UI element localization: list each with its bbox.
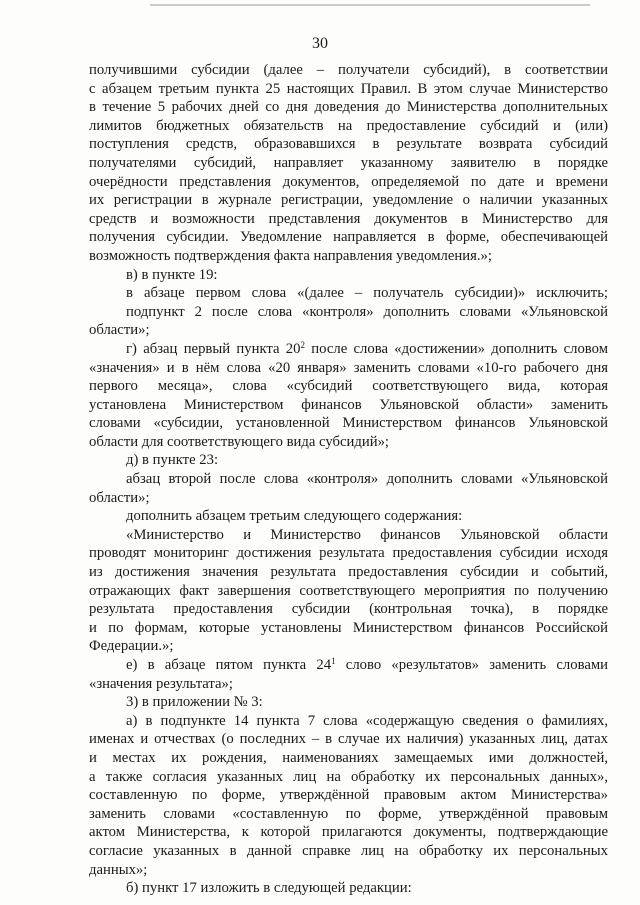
text-line-content: средств и возможности представления документов в Министерство для	[89, 210, 608, 227]
text-line-content: Федерации.»;	[89, 638, 174, 655]
text-line-content: б) пункт 17 изложить в следующей редакции:	[126, 880, 412, 897]
text-line-content: а также согласия указанных лиц на обработку их персональных данных»,	[89, 768, 608, 785]
text-line	[89, 303, 608, 322]
text-line-content: получившими субсидии (далее – получатели субсидий), в соответствии	[89, 62, 608, 78]
text-line-content: именах и отчествах (о последних – в случае их наличия) указанных лиц, датах	[89, 731, 608, 748]
text-line	[89, 451, 608, 470]
text-line-content: 3) в приложении № 3:	[126, 694, 263, 711]
text-line-content: установлена Министерством финансов Ульяновской области» заменить	[89, 396, 608, 413]
superscript-number: 2	[300, 339, 305, 350]
text-line	[89, 563, 608, 582]
text-line	[89, 173, 608, 192]
text-line	[89, 396, 608, 415]
text-line-content: г) абзац первый пункта 20	[126, 340, 301, 357]
text-line	[89, 712, 608, 731]
text-line	[89, 600, 608, 619]
text-line	[89, 117, 608, 136]
text-line-content: поступления средств, образовавшихся в результате возврата субсидий	[89, 136, 608, 153]
text-line	[89, 749, 608, 768]
text-line	[89, 154, 608, 173]
text-line	[89, 842, 608, 861]
text-line-content: первого месяца», слова «субсидий соответствующего вида, которая	[89, 378, 608, 395]
text-line-content: получателями субсидий, направляет указанному заявителю в порядке	[89, 154, 608, 171]
text-line	[89, 247, 608, 266]
text-line	[89, 210, 608, 229]
text-line-content: а) в подпункте 14 пункта 7 слова «содержащую сведения о фамилиях,	[126, 712, 608, 729]
text-line-content: актом Министерства, к которой прилагаются документы, подтверждающие	[89, 824, 608, 841]
text-line-content: «значения результата»;	[89, 675, 233, 692]
text-line	[89, 191, 608, 210]
text-line-content: словами «субсидии, установленной Министерством финансов Ульяновской	[89, 415, 608, 432]
text-line	[89, 433, 608, 452]
text-line-content: проводят мониторинг достижения результата предоставления субсидии исходя	[89, 545, 608, 562]
text-line-content: абзац второй после слова «контроля» дополнить словами «Ульяновской	[126, 471, 608, 488]
text-line	[89, 526, 608, 545]
text-line-content: «значения» и в нём слова «20 января» заменить словами «10-го рабочего дня	[89, 359, 608, 376]
text-line	[89, 619, 608, 638]
text-line-content: области»;	[89, 322, 150, 339]
document-body	[89, 61, 608, 898]
text-line	[89, 768, 608, 787]
text-line	[89, 228, 608, 247]
text-line	[89, 489, 608, 508]
text-line	[89, 507, 608, 526]
text-line-content: в течение 5 рабочих дней со дня доведения до Министерства дополнительных	[89, 99, 608, 116]
text-line-content: их регистрации в журнале регистрации, уведомление о наличии указанных	[89, 192, 608, 209]
text-line-content: д) в пункте 23:	[126, 452, 219, 469]
superscript-number: 1	[331, 656, 336, 666]
text-line	[89, 61, 608, 80]
text-line-content: и местах их рождения, наименованиях замещаемых ими должностей,	[89, 749, 608, 766]
text-line	[89, 693, 608, 712]
text-line	[89, 637, 608, 656]
text-line	[89, 377, 608, 396]
text-line	[89, 80, 608, 99]
text-line-content: «Министерство и Министерство финансов Ульяновской области	[126, 526, 608, 543]
text-line-content: согласие указанных в данной справке лиц на обработку их персональных	[89, 842, 608, 859]
text-line	[89, 805, 608, 824]
text-line-content: лимитов бюджетных обязательств на предоставление субсидий и (или)	[89, 117, 608, 134]
text-line	[89, 135, 608, 154]
text-line-content: составленную по форме, утверждённой правовым актом Министерства»	[89, 787, 608, 804]
text-line	[89, 786, 608, 805]
text-line-content: области для соответствующего вида субсидий»;	[89, 433, 389, 450]
text-line	[89, 470, 608, 489]
text-line-content: из достижения значения результата предоставления субсидии и событий,	[89, 564, 608, 581]
text-line	[89, 544, 608, 563]
text-line	[89, 284, 608, 303]
text-line	[89, 359, 608, 378]
text-line	[89, 266, 608, 285]
text-line	[89, 879, 608, 898]
text-line	[89, 823, 608, 842]
text-line-content: заменить словами «составленную по форме, утверждённой правовым	[89, 805, 608, 822]
text-line-content: получения субсидии. Уведомление направляется в форме, обеспечивающей	[89, 229, 608, 246]
text-line	[89, 98, 608, 117]
scan-artifact	[150, 4, 590, 6]
text-line-content: результата предоставления субсидии (контрольная точка), в порядке	[89, 601, 608, 618]
text-line	[89, 582, 608, 601]
text-line-content: данных»;	[89, 861, 148, 878]
text-line	[89, 730, 608, 749]
text-line	[89, 656, 608, 675]
text-line	[89, 861, 608, 880]
page-number: 30	[312, 35, 328, 52]
text-line-content: с абзацем третьим пункта 25 настоящих Правил. В этом случае Министерство	[89, 80, 608, 97]
text-line-continuation: после слова «достижении» дополнить словом	[305, 340, 608, 357]
text-line-content: подпункт 2 после слова «контроля» дополнить словами «Ульяновской	[126, 303, 608, 320]
text-line	[89, 675, 608, 694]
text-line	[89, 321, 608, 340]
text-line-content: очерёдности представления документов, определяемой по дате и времени	[89, 173, 608, 190]
text-line	[89, 414, 608, 433]
text-line-continuation: слово «результатов» заменить словами	[335, 657, 608, 673]
text-line	[89, 340, 608, 359]
text-line-content: дополнить абзацем третьим следующего содержания:	[126, 508, 463, 525]
text-line-content: е) в абзаце пятом пункта 24	[126, 657, 332, 673]
text-line-content: в) в пункте 19:	[126, 266, 218, 283]
text-line-content: в абзаце первом слова «(далее – получатель субсидии)» исключить;	[126, 285, 608, 302]
text-line-content: и по формам, которые установлены Министерством финансов Российской	[89, 619, 608, 636]
text-line-content: отражающих факт завершения соответствующего мероприятия по получению	[89, 582, 608, 599]
text-line-content: области»;	[89, 489, 150, 506]
text-line-content: возможность подтверждения факта направления уведомления.»;	[89, 247, 492, 264]
